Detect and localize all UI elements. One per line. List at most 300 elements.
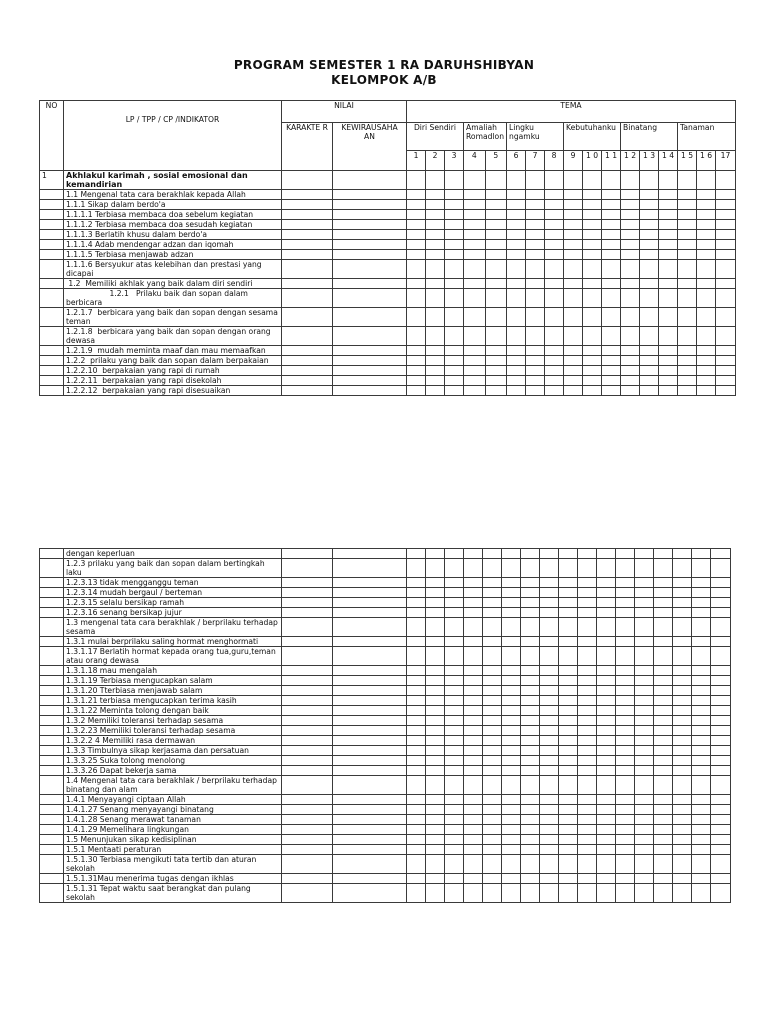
score-cell[interactable]	[621, 220, 640, 230]
score-cell[interactable]	[711, 776, 731, 795]
score-cell[interactable]	[640, 327, 659, 346]
score-cell[interactable]	[692, 686, 711, 696]
score-cell[interactable]	[697, 250, 716, 260]
score-cell[interactable]	[559, 815, 578, 825]
score-cell[interactable]	[578, 637, 597, 647]
score-cell[interactable]	[654, 756, 673, 766]
score-cell[interactable]	[445, 356, 464, 366]
score-cell[interactable]	[559, 549, 578, 559]
score-cell[interactable]	[711, 618, 731, 637]
score-cell[interactable]	[583, 250, 602, 260]
score-cell[interactable]	[616, 588, 635, 598]
score-cell[interactable]	[426, 210, 445, 220]
score-cell[interactable]	[654, 716, 673, 726]
score-cell[interactable]	[502, 618, 521, 637]
score-cell[interactable]	[654, 845, 673, 855]
score-cell[interactable]	[564, 250, 583, 260]
score-cell[interactable]	[483, 756, 502, 766]
score-cell[interactable]	[426, 250, 445, 260]
score-cell[interactable]	[616, 676, 635, 686]
score-cell[interactable]	[333, 666, 407, 676]
score-cell[interactable]	[654, 666, 673, 676]
score-cell[interactable]	[559, 608, 578, 618]
score-cell[interactable]	[521, 795, 540, 805]
score-cell[interactable]	[485, 386, 507, 396]
score-cell[interactable]	[559, 756, 578, 766]
score-cell[interactable]	[407, 666, 426, 676]
score-cell[interactable]	[621, 171, 640, 190]
score-cell[interactable]	[282, 736, 333, 746]
score-cell[interactable]	[282, 746, 333, 756]
score-cell[interactable]	[635, 666, 654, 676]
score-cell[interactable]	[407, 776, 426, 795]
score-cell[interactable]	[578, 686, 597, 696]
score-cell[interactable]	[445, 746, 464, 756]
score-cell[interactable]	[485, 346, 507, 356]
score-cell[interactable]	[464, 356, 486, 366]
score-cell[interactable]	[711, 756, 731, 766]
score-cell[interactable]	[333, 366, 407, 376]
score-cell[interactable]	[426, 766, 445, 776]
score-cell[interactable]	[502, 845, 521, 855]
score-cell[interactable]	[407, 549, 426, 559]
score-cell[interactable]	[526, 376, 545, 386]
score-cell[interactable]	[464, 666, 483, 676]
score-cell[interactable]	[464, 696, 483, 706]
score-cell[interactable]	[621, 376, 640, 386]
score-cell[interactable]	[426, 884, 445, 903]
score-cell[interactable]	[426, 815, 445, 825]
score-cell[interactable]	[521, 726, 540, 736]
score-cell[interactable]	[692, 815, 711, 825]
score-cell[interactable]	[697, 260, 716, 279]
score-cell[interactable]	[521, 647, 540, 666]
score-cell[interactable]	[426, 220, 445, 230]
score-cell[interactable]	[559, 766, 578, 776]
score-cell[interactable]	[502, 776, 521, 795]
score-cell[interactable]	[635, 776, 654, 795]
score-cell[interactable]	[426, 559, 445, 578]
score-cell[interactable]	[597, 666, 616, 676]
score-cell[interactable]	[654, 706, 673, 716]
score-cell[interactable]	[445, 776, 464, 795]
score-cell[interactable]	[602, 366, 621, 376]
score-cell[interactable]	[464, 736, 483, 746]
score-cell[interactable]	[559, 776, 578, 795]
score-cell[interactable]	[407, 736, 426, 746]
score-cell[interactable]	[692, 598, 711, 608]
score-cell[interactable]	[673, 598, 692, 608]
score-cell[interactable]	[445, 647, 464, 666]
score-cell[interactable]	[711, 716, 731, 726]
score-cell[interactable]	[507, 327, 526, 346]
score-cell[interactable]	[445, 706, 464, 716]
score-cell[interactable]	[578, 746, 597, 756]
score-cell[interactable]	[692, 559, 711, 578]
score-cell[interactable]	[564, 356, 583, 366]
score-cell[interactable]	[583, 308, 602, 327]
score-cell[interactable]	[426, 845, 445, 855]
score-cell[interactable]	[502, 696, 521, 706]
score-cell[interactable]	[445, 588, 464, 598]
score-cell[interactable]	[521, 736, 540, 746]
score-cell[interactable]	[559, 884, 578, 903]
score-cell[interactable]	[545, 230, 564, 240]
score-cell[interactable]	[578, 736, 597, 746]
score-cell[interactable]	[616, 618, 635, 637]
score-cell[interactable]	[602, 356, 621, 366]
score-cell[interactable]	[426, 346, 445, 356]
score-cell[interactable]	[616, 756, 635, 766]
score-cell[interactable]	[564, 240, 583, 250]
score-cell[interactable]	[333, 289, 407, 308]
score-cell[interactable]	[711, 598, 731, 608]
score-cell[interactable]	[711, 795, 731, 805]
score-cell[interactable]	[564, 220, 583, 230]
score-cell[interactable]	[673, 637, 692, 647]
score-cell[interactable]	[578, 618, 597, 637]
score-cell[interactable]	[616, 805, 635, 815]
score-cell[interactable]	[540, 676, 559, 686]
score-cell[interactable]	[282, 855, 333, 874]
score-cell[interactable]	[526, 250, 545, 260]
score-cell[interactable]	[654, 795, 673, 805]
score-cell[interactable]	[673, 549, 692, 559]
score-cell[interactable]	[616, 874, 635, 884]
score-cell[interactable]	[564, 171, 583, 190]
score-cell[interactable]	[597, 686, 616, 696]
score-cell[interactable]	[540, 549, 559, 559]
score-cell[interactable]	[559, 559, 578, 578]
score-cell[interactable]	[282, 637, 333, 647]
score-cell[interactable]	[678, 346, 697, 356]
score-cell[interactable]	[692, 716, 711, 726]
score-cell[interactable]	[640, 230, 659, 240]
score-cell[interactable]	[559, 874, 578, 884]
score-cell[interactable]	[578, 756, 597, 766]
score-cell[interactable]	[654, 835, 673, 845]
score-cell[interactable]	[621, 260, 640, 279]
score-cell[interactable]	[502, 805, 521, 815]
score-cell[interactable]	[540, 696, 559, 706]
score-cell[interactable]	[464, 327, 486, 346]
score-cell[interactable]	[282, 598, 333, 608]
score-cell[interactable]	[282, 825, 333, 835]
score-cell[interactable]	[282, 308, 333, 327]
score-cell[interactable]	[654, 726, 673, 736]
score-cell[interactable]	[483, 637, 502, 647]
score-cell[interactable]	[507, 308, 526, 327]
score-cell[interactable]	[602, 250, 621, 260]
score-cell[interactable]	[602, 346, 621, 356]
score-cell[interactable]	[407, 825, 426, 835]
score-cell[interactable]	[485, 376, 507, 386]
score-cell[interactable]	[407, 795, 426, 805]
score-cell[interactable]	[282, 356, 333, 366]
score-cell[interactable]	[640, 250, 659, 260]
score-cell[interactable]	[616, 855, 635, 874]
score-cell[interactable]	[333, 240, 407, 250]
score-cell[interactable]	[483, 835, 502, 845]
score-cell[interactable]	[616, 776, 635, 795]
score-cell[interactable]	[445, 766, 464, 776]
score-cell[interactable]	[333, 618, 407, 637]
score-cell[interactable]	[485, 190, 507, 200]
score-cell[interactable]	[426, 776, 445, 795]
score-cell[interactable]	[564, 346, 583, 356]
score-cell[interactable]	[502, 884, 521, 903]
score-cell[interactable]	[654, 686, 673, 696]
score-cell[interactable]	[526, 308, 545, 327]
score-cell[interactable]	[426, 608, 445, 618]
score-cell[interactable]	[564, 260, 583, 279]
score-cell[interactable]	[635, 845, 654, 855]
score-cell[interactable]	[602, 240, 621, 250]
score-cell[interactable]	[464, 366, 486, 376]
score-cell[interactable]	[540, 608, 559, 618]
score-cell[interactable]	[545, 279, 564, 289]
score-cell[interactable]	[635, 805, 654, 815]
score-cell[interactable]	[426, 356, 445, 366]
score-cell[interactable]	[521, 549, 540, 559]
score-cell[interactable]	[426, 308, 445, 327]
score-cell[interactable]	[483, 618, 502, 637]
score-cell[interactable]	[282, 835, 333, 845]
score-cell[interactable]	[407, 637, 426, 647]
score-cell[interactable]	[711, 766, 731, 776]
score-cell[interactable]	[692, 795, 711, 805]
score-cell[interactable]	[507, 366, 526, 376]
score-cell[interactable]	[445, 386, 464, 396]
score-cell[interactable]	[697, 279, 716, 289]
score-cell[interactable]	[485, 289, 507, 308]
score-cell[interactable]	[597, 647, 616, 666]
score-cell[interactable]	[483, 706, 502, 716]
score-cell[interactable]	[540, 766, 559, 776]
score-cell[interactable]	[640, 260, 659, 279]
score-cell[interactable]	[654, 776, 673, 795]
score-cell[interactable]	[502, 825, 521, 835]
score-cell[interactable]	[583, 386, 602, 396]
score-cell[interactable]	[540, 736, 559, 746]
score-cell[interactable]	[445, 884, 464, 903]
score-cell[interactable]	[583, 190, 602, 200]
score-cell[interactable]	[502, 588, 521, 598]
score-cell[interactable]	[602, 190, 621, 200]
score-cell[interactable]	[464, 210, 486, 220]
score-cell[interactable]	[602, 220, 621, 230]
score-cell[interactable]	[597, 706, 616, 716]
score-cell[interactable]	[333, 716, 407, 726]
score-cell[interactable]	[485, 210, 507, 220]
score-cell[interactable]	[654, 696, 673, 706]
score-cell[interactable]	[545, 376, 564, 386]
score-cell[interactable]	[578, 578, 597, 588]
score-cell[interactable]	[602, 279, 621, 289]
score-cell[interactable]	[426, 666, 445, 676]
score-cell[interactable]	[635, 884, 654, 903]
score-cell[interactable]	[521, 686, 540, 696]
score-cell[interactable]	[602, 230, 621, 240]
score-cell[interactable]	[521, 884, 540, 903]
score-cell[interactable]	[464, 884, 483, 903]
score-cell[interactable]	[654, 578, 673, 588]
score-cell[interactable]	[678, 386, 697, 396]
score-cell[interactable]	[621, 210, 640, 220]
score-cell[interactable]	[597, 618, 616, 637]
score-cell[interactable]	[521, 776, 540, 795]
score-cell[interactable]	[545, 366, 564, 376]
score-cell[interactable]	[483, 578, 502, 588]
score-cell[interactable]	[616, 608, 635, 618]
score-cell[interactable]	[640, 240, 659, 250]
score-cell[interactable]	[616, 598, 635, 608]
score-cell[interactable]	[333, 608, 407, 618]
score-cell[interactable]	[616, 815, 635, 825]
score-cell[interactable]	[426, 190, 445, 200]
score-cell[interactable]	[507, 386, 526, 396]
score-cell[interactable]	[640, 356, 659, 366]
score-cell[interactable]	[678, 171, 697, 190]
score-cell[interactable]	[483, 825, 502, 835]
score-cell[interactable]	[673, 884, 692, 903]
score-cell[interactable]	[597, 746, 616, 756]
score-cell[interactable]	[407, 756, 426, 766]
score-cell[interactable]	[502, 608, 521, 618]
score-cell[interactable]	[673, 578, 692, 588]
score-cell[interactable]	[407, 815, 426, 825]
score-cell[interactable]	[540, 666, 559, 676]
score-cell[interactable]	[578, 815, 597, 825]
score-cell[interactable]	[282, 230, 333, 240]
score-cell[interactable]	[426, 279, 445, 289]
score-cell[interactable]	[333, 230, 407, 240]
score-cell[interactable]	[333, 805, 407, 815]
score-cell[interactable]	[635, 618, 654, 637]
score-cell[interactable]	[426, 549, 445, 559]
score-cell[interactable]	[583, 220, 602, 230]
score-cell[interactable]	[673, 647, 692, 666]
score-cell[interactable]	[526, 289, 545, 308]
score-cell[interactable]	[521, 588, 540, 598]
score-cell[interactable]	[716, 200, 736, 210]
score-cell[interactable]	[640, 289, 659, 308]
score-cell[interactable]	[654, 874, 673, 884]
score-cell[interactable]	[521, 874, 540, 884]
score-cell[interactable]	[464, 346, 486, 356]
score-cell[interactable]	[526, 279, 545, 289]
score-cell[interactable]	[597, 756, 616, 766]
score-cell[interactable]	[483, 766, 502, 776]
score-cell[interactable]	[502, 676, 521, 686]
score-cell[interactable]	[521, 756, 540, 766]
score-cell[interactable]	[545, 356, 564, 366]
score-cell[interactable]	[464, 686, 483, 696]
score-cell[interactable]	[507, 171, 526, 190]
score-cell[interactable]	[716, 260, 736, 279]
score-cell[interactable]	[333, 815, 407, 825]
score-cell[interactable]	[559, 726, 578, 736]
score-cell[interactable]	[692, 676, 711, 686]
score-cell[interactable]	[333, 776, 407, 795]
score-cell[interactable]	[616, 706, 635, 716]
score-cell[interactable]	[426, 598, 445, 608]
score-cell[interactable]	[673, 706, 692, 716]
score-cell[interactable]	[654, 766, 673, 776]
score-cell[interactable]	[464, 240, 486, 250]
score-cell[interactable]	[678, 260, 697, 279]
score-cell[interactable]	[502, 855, 521, 874]
score-cell[interactable]	[333, 647, 407, 666]
score-cell[interactable]	[654, 855, 673, 874]
score-cell[interactable]	[564, 190, 583, 200]
score-cell[interactable]	[697, 240, 716, 250]
score-cell[interactable]	[621, 240, 640, 250]
score-cell[interactable]	[578, 549, 597, 559]
score-cell[interactable]	[464, 559, 483, 578]
score-cell[interactable]	[578, 835, 597, 845]
score-cell[interactable]	[526, 356, 545, 366]
score-cell[interactable]	[673, 874, 692, 884]
score-cell[interactable]	[282, 250, 333, 260]
score-cell[interactable]	[282, 559, 333, 578]
score-cell[interactable]	[635, 696, 654, 706]
score-cell[interactable]	[282, 795, 333, 805]
score-cell[interactable]	[507, 346, 526, 356]
score-cell[interactable]	[602, 327, 621, 346]
score-cell[interactable]	[526, 200, 545, 210]
score-cell[interactable]	[483, 815, 502, 825]
score-cell[interactable]	[483, 608, 502, 618]
score-cell[interactable]	[673, 805, 692, 815]
score-cell[interactable]	[616, 845, 635, 855]
score-cell[interactable]	[333, 884, 407, 903]
score-cell[interactable]	[483, 696, 502, 706]
score-cell[interactable]	[526, 327, 545, 346]
score-cell[interactable]	[678, 220, 697, 230]
score-cell[interactable]	[545, 308, 564, 327]
score-cell[interactable]	[333, 559, 407, 578]
score-cell[interactable]	[559, 795, 578, 805]
score-cell[interactable]	[673, 716, 692, 726]
score-cell[interactable]	[678, 200, 697, 210]
score-cell[interactable]	[426, 647, 445, 666]
score-cell[interactable]	[635, 874, 654, 884]
score-cell[interactable]	[635, 756, 654, 766]
score-cell[interactable]	[464, 835, 483, 845]
score-cell[interactable]	[673, 696, 692, 706]
score-cell[interactable]	[426, 756, 445, 766]
score-cell[interactable]	[426, 686, 445, 696]
score-cell[interactable]	[616, 666, 635, 676]
score-cell[interactable]	[333, 686, 407, 696]
score-cell[interactable]	[333, 874, 407, 884]
score-cell[interactable]	[673, 835, 692, 845]
score-cell[interactable]	[545, 190, 564, 200]
score-cell[interactable]	[502, 716, 521, 726]
score-cell[interactable]	[635, 855, 654, 874]
score-cell[interactable]	[621, 200, 640, 210]
score-cell[interactable]	[578, 884, 597, 903]
score-cell[interactable]	[464, 598, 483, 608]
score-cell[interactable]	[445, 210, 464, 220]
score-cell[interactable]	[426, 200, 445, 210]
score-cell[interactable]	[407, 308, 426, 327]
score-cell[interactable]	[540, 795, 559, 805]
score-cell[interactable]	[445, 366, 464, 376]
score-cell[interactable]	[578, 647, 597, 666]
score-cell[interactable]	[540, 805, 559, 815]
